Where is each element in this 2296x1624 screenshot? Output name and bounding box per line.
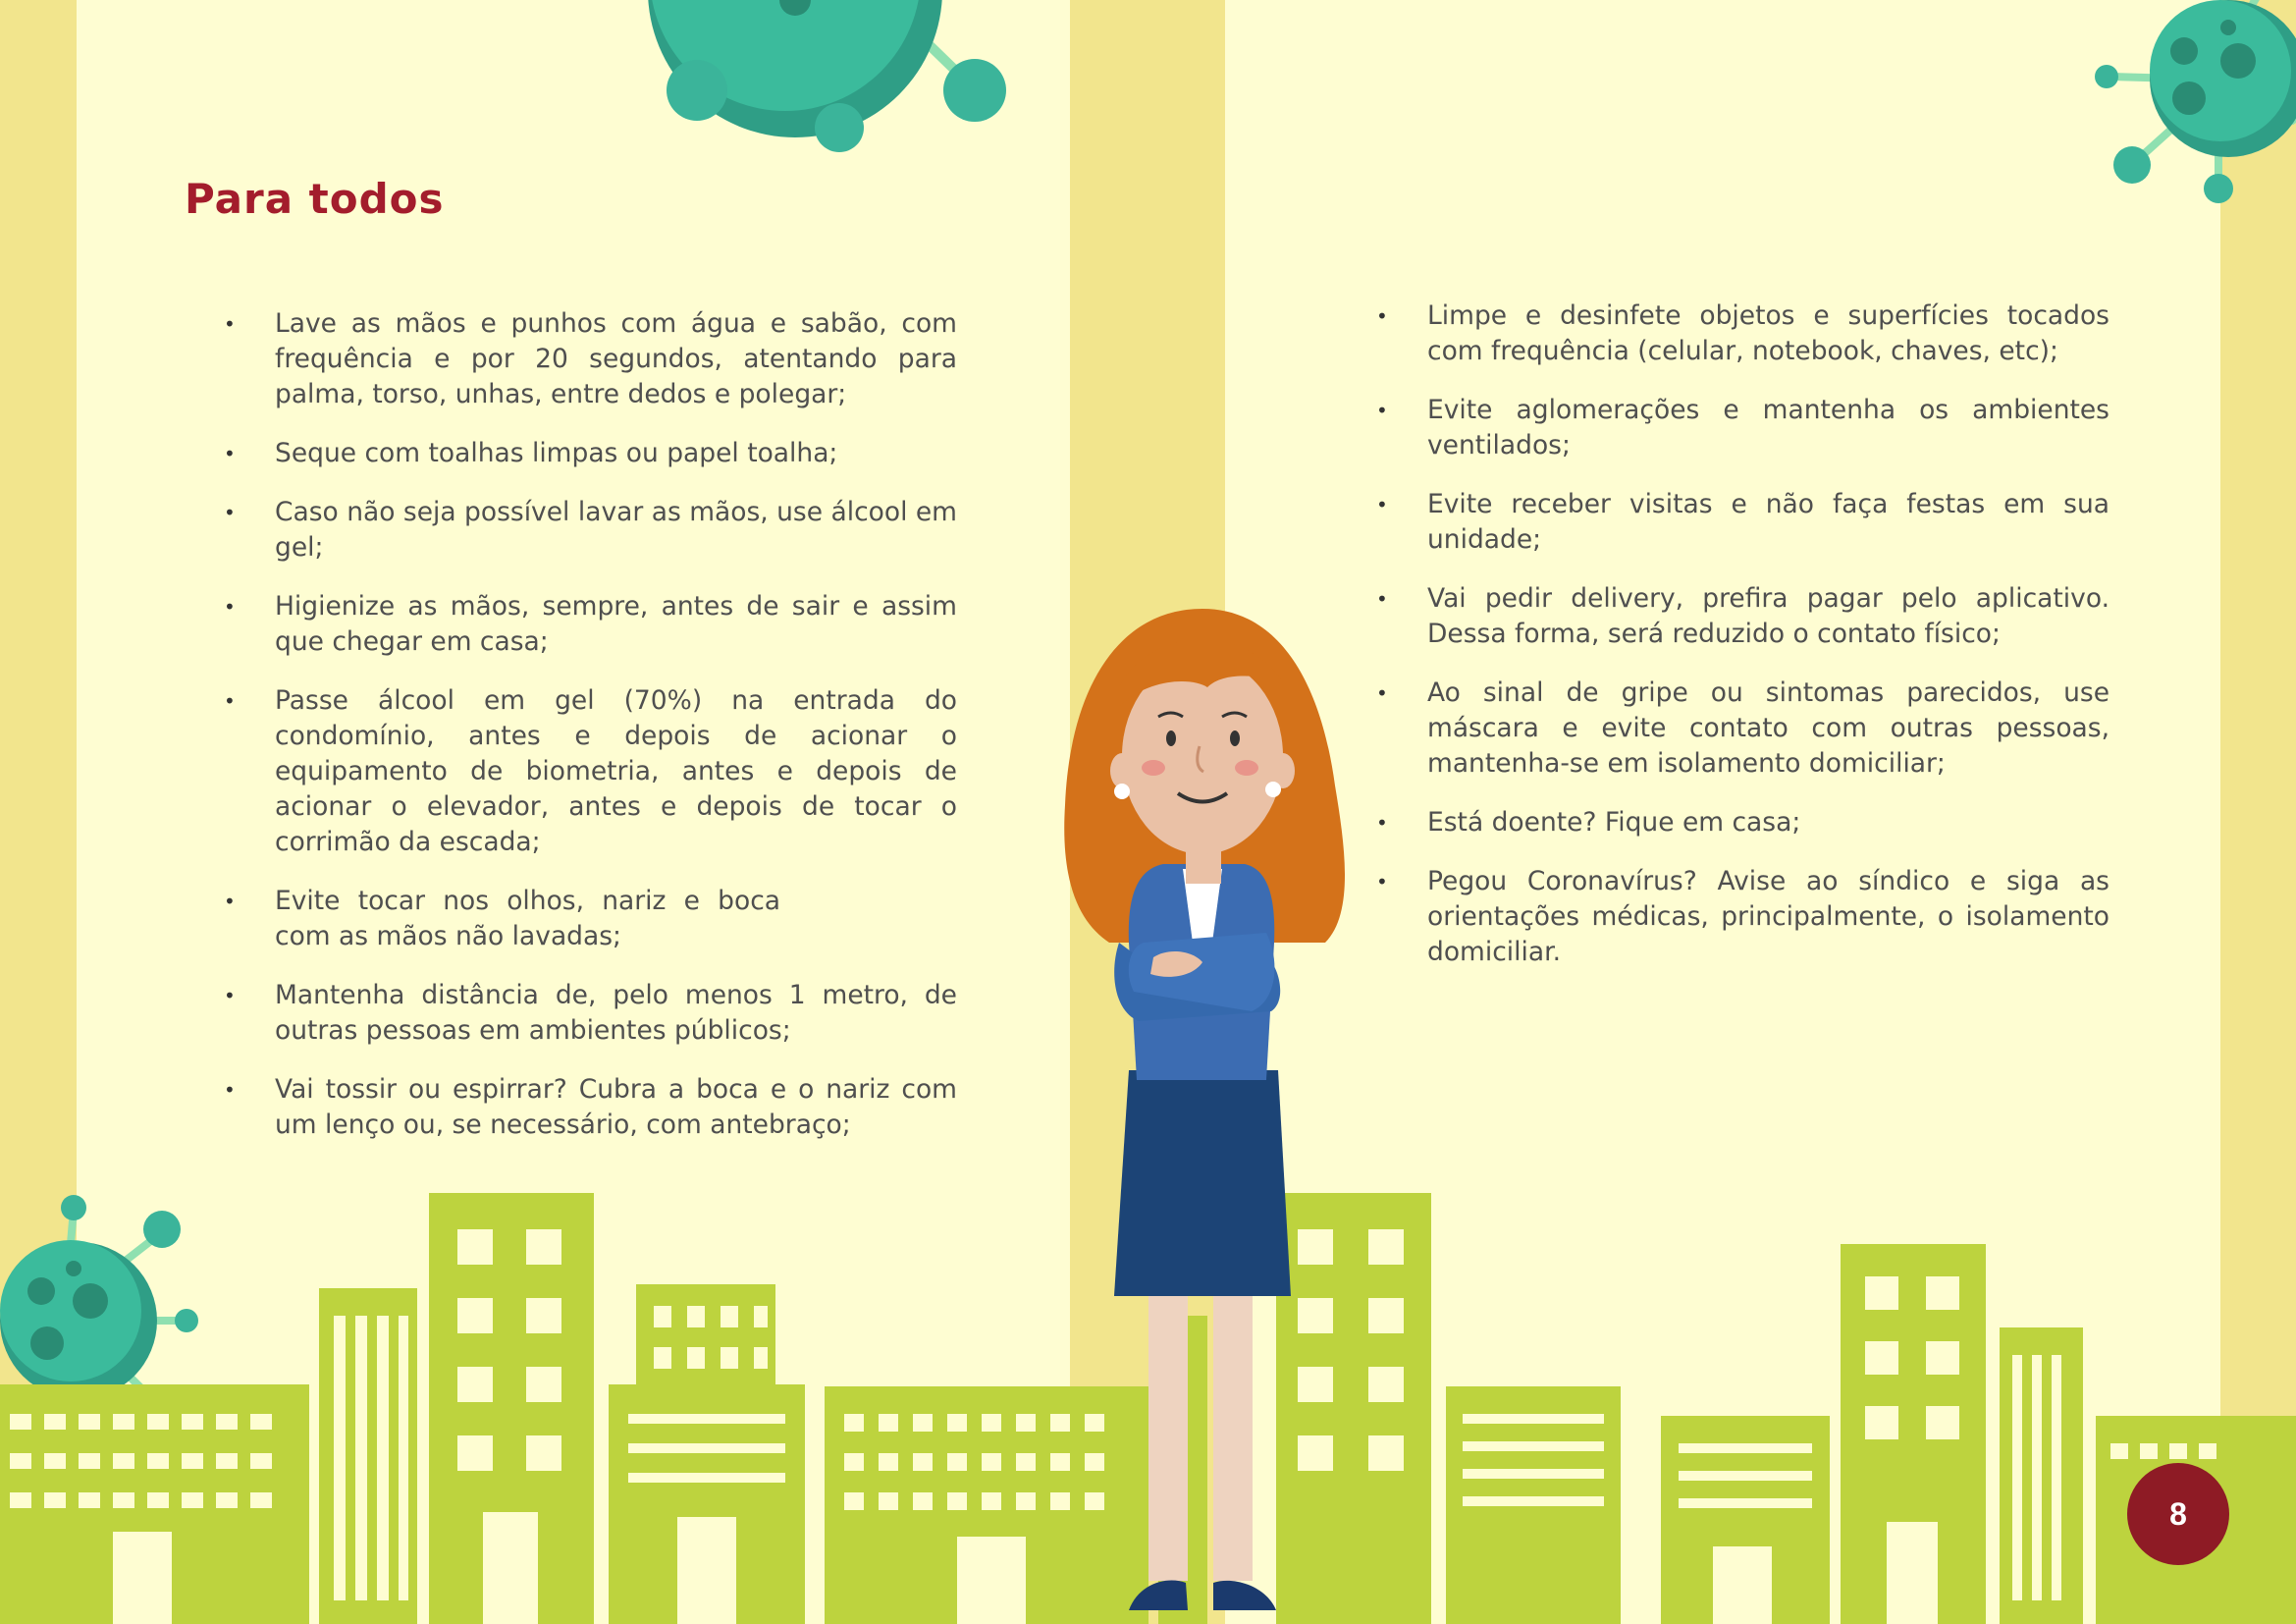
page-number-badge: 8 [2127,1463,2229,1565]
list-item: • Vai tossir ou espirrar? Cubra a boca e o nariz com um lenço ou, se necessário, com antebraço; [224,1072,957,1143]
virus-icon [648,0,1006,152]
list-item: • Lave as mãos e punhos com água e sabão, com frequência e por 20 segundos, atentando para palma, torso, unhas, entre dedos e polegar; [224,306,957,412]
list-item: • Evite tocar nos olhos, nariz e boca com as mãos não lavadas; [224,884,957,954]
list-item: • Mantenha distância de, pelo menos 1 metro, de outras pessoas em ambientes públicos; [224,978,957,1049]
list-item: • Está doente? Fique em casa; [1376,805,2109,840]
list-item: • Ao sinal de gripe ou sintomas parecidos, use máscara e evite contato com outras pessoas, mantenha-se em isolamento domiciliar; [1376,676,2109,782]
list-item: • Higienize as mãos, sempre, antes de sair e assim que chegar em casa; [224,589,957,660]
list-item: • Caso não seja possível lavar as mãos, use álcool em gel; [224,495,957,566]
page-title: Para todos [185,175,445,223]
list-item: • Seque com toalhas limpas ou papel toalha; [224,436,957,471]
left-bullet-list [224,306,957,1166]
list-item: • Passe álcool em gel (70%) na entrada do condomínio, antes e depois de acionar o equipamento de biometria, antes e depois de acionar o elevador, antes e depois de tocar o corrimão da escada; [224,683,957,860]
list-item: • Pegou Coronavírus? Avise ao síndico e siga as orientações médicas, principalmente, o isolamento domiciliar. [1376,864,2109,970]
virus-icon [2095,0,2296,203]
list-item: • Evite receber visitas e não faça festas em sua unidade; [1376,487,2109,558]
list-item: • Vai pedir delivery, prefira pagar pelo aplicativo. Dessa forma, será reduzido o contato físico; [1376,581,2109,652]
right-bullet-list [1376,298,2109,994]
list-item: • Evite aglomerações e mantenha os ambientes ventilados; [1376,393,2109,463]
list-item: • Limpe e desinfete objetos e superfícies tocados com frequência (celular, notebook, chaves, etc); [1376,298,2109,369]
